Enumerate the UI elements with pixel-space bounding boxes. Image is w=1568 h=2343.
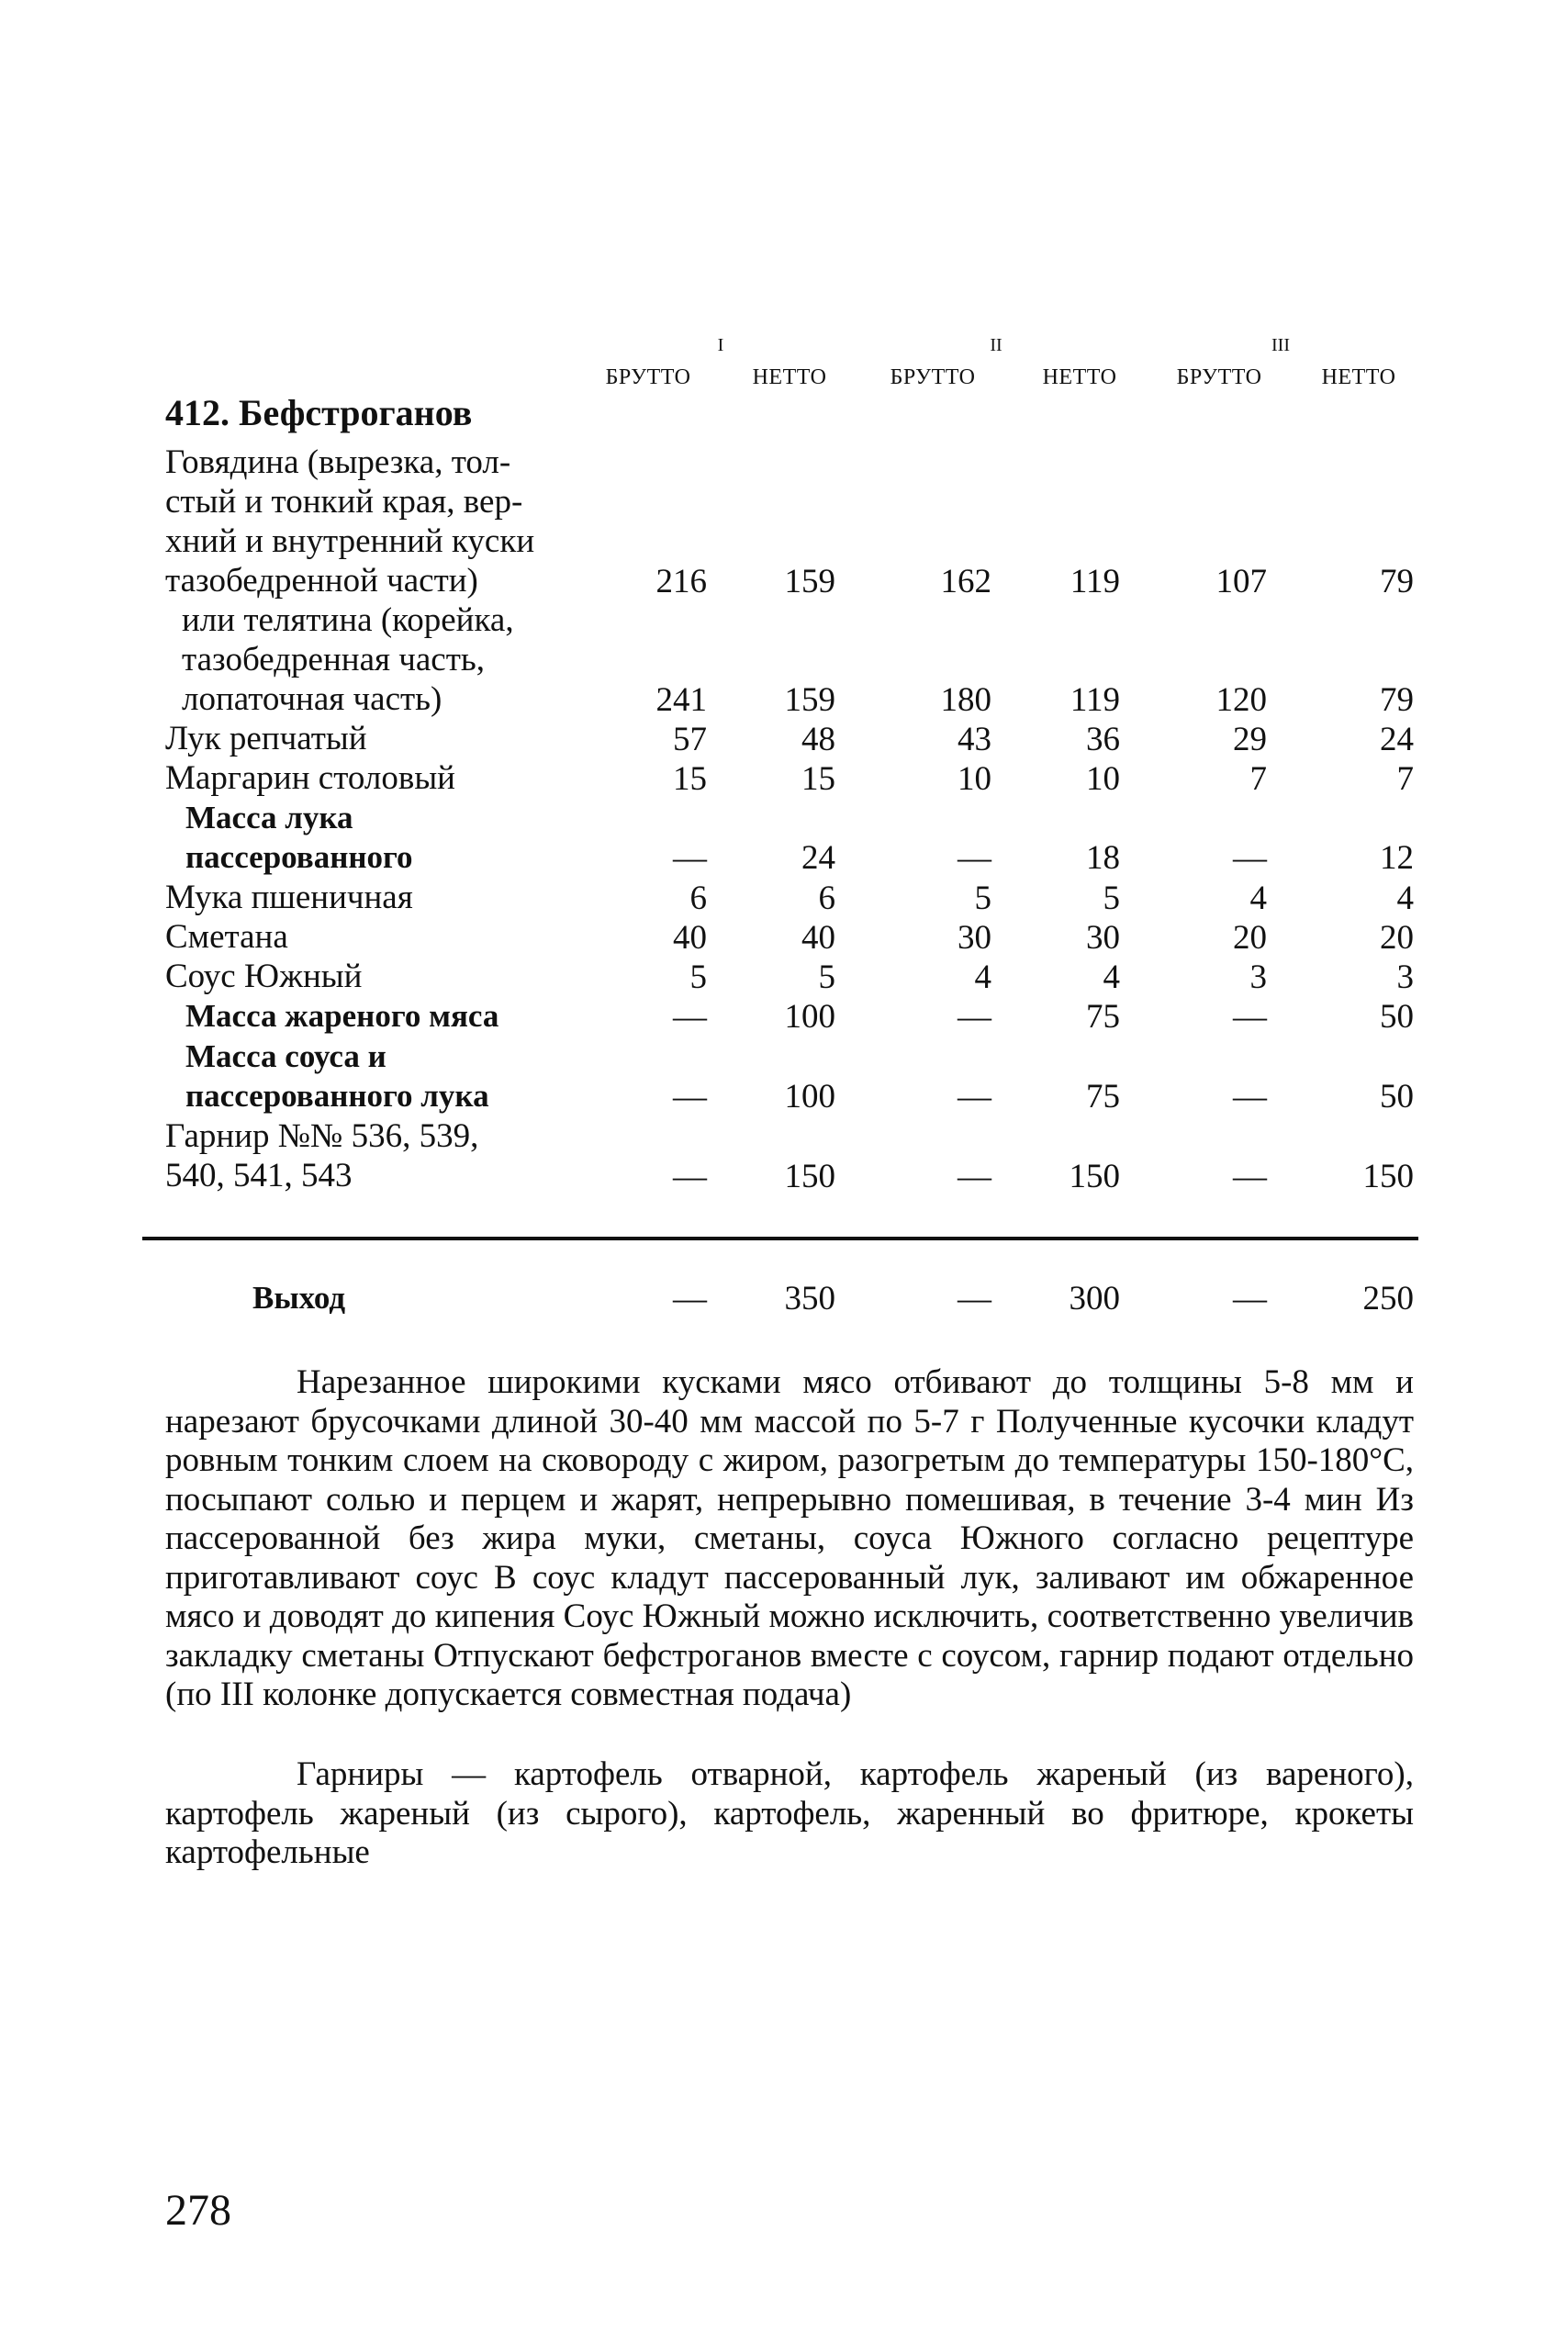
quantity-cell: 107 bbox=[1215, 563, 1267, 600]
quantity-cell: 162 bbox=[940, 563, 991, 600]
recipe-table bbox=[165, 390, 1414, 1196]
quantity-cell: 120 bbox=[1215, 681, 1267, 719]
quantity-cell: 3 bbox=[1249, 958, 1267, 996]
quantity-cell: 150 bbox=[1362, 1158, 1414, 1195]
column-header-brutto-3: БРУТТО bbox=[1176, 365, 1262, 389]
ingredient-row bbox=[165, 997, 1414, 1037]
ingredient-name-line: Гарнир №№ 536, 539, bbox=[165, 1117, 479, 1155]
quantity-cell: — bbox=[1233, 1078, 1267, 1115]
quantity-cell: — bbox=[673, 839, 707, 877]
column-header-netto-3: НЕТТО bbox=[1321, 365, 1396, 389]
ingredient-row bbox=[165, 759, 1414, 799]
quantity-cell: 6 bbox=[689, 880, 707, 917]
ingredient-name-line: стый и тонкий края, вер- bbox=[165, 483, 523, 521]
quantity-cell: 7 bbox=[1249, 760, 1267, 798]
quantity-cell: 216 bbox=[655, 563, 707, 600]
quantity-cell: 12 bbox=[1380, 839, 1414, 877]
quantity-cell: 50 bbox=[1380, 998, 1414, 1036]
quantity-cell: — bbox=[673, 998, 707, 1036]
quantity-cell: 5 bbox=[1103, 880, 1120, 917]
yield-value: 300 bbox=[1069, 1280, 1120, 1317]
quantity-cell: 7 bbox=[1396, 760, 1414, 798]
yield-value: — bbox=[1233, 1280, 1267, 1317]
ingredient-name-line: тазобедренной части) bbox=[165, 562, 478, 600]
recipe-title-row bbox=[165, 390, 1414, 443]
quantity-cell: 5 bbox=[818, 958, 835, 996]
quantity-cell: 75 bbox=[1086, 1078, 1120, 1115]
quantity-cell: — bbox=[673, 1158, 707, 1195]
yield-value: 350 bbox=[784, 1280, 835, 1317]
ingredient-name-line: пассерованного bbox=[185, 839, 413, 875]
quantity-cell: 29 bbox=[1233, 721, 1267, 758]
quantity-cell: 79 bbox=[1380, 563, 1414, 600]
ingredient-row bbox=[165, 601, 1414, 720]
ingredient-name-line: 540, 541, 543 bbox=[165, 1157, 353, 1194]
quantity-cell: 48 bbox=[801, 721, 835, 758]
quantity-cell: 119 bbox=[1070, 681, 1120, 719]
quantity-cell: 6 bbox=[818, 880, 835, 917]
column-header-netto-2: НЕТТО bbox=[1042, 365, 1117, 389]
quantity-cell: 4 bbox=[1103, 958, 1120, 996]
quantity-cell: — bbox=[1233, 1158, 1267, 1195]
quantity-cell: 15 bbox=[673, 760, 707, 798]
quantity-cell: 5 bbox=[689, 958, 707, 996]
table-divider-rule bbox=[142, 1237, 1418, 1240]
ingredient-row bbox=[165, 1117, 1414, 1196]
quantity-cell: 241 bbox=[655, 681, 707, 719]
quantity-cell: 4 bbox=[1396, 880, 1414, 917]
quantity-cell: — bbox=[673, 1078, 707, 1115]
ingredient-name-line: или телятина (корейка, bbox=[182, 601, 514, 639]
quantity-cell: 159 bbox=[784, 563, 835, 600]
quantity-cell: — bbox=[958, 1078, 991, 1115]
instructions-paragraph: Нарезанное широкими кусками мясо отбивают до толщины 5-8 мм и нарезают брусочками длиной 30-40 мм массой по 5-7 г Полученные кусочки кладут ровным тонким слоем на сковороду с жиром, разогретым до температуры 150-180°С, посыпают солью и перцем и жарят, непрерывно помешивая, в течение 3-4 мин Из пассерованной без жира муки, сметаны, соуса Южного согласно рецептуре приготавливают соус В соус кладут пассерованный лук, заливают им обжаренное мясо и доводят до кипения Соус Южный можно исключить, соответственно увеличив закладку сметаны Отпускают бефстроганов вместе с соусом, гарнир подают отдельно (по III колонке допускается совместная подача) bbox=[165, 1363, 1414, 1713]
quantity-cell: 40 bbox=[673, 919, 707, 957]
quantity-cell: 10 bbox=[1086, 760, 1120, 798]
yield-row bbox=[165, 1279, 1414, 1319]
column-group-roman-2: II bbox=[990, 335, 1002, 355]
quantity-cell: 4 bbox=[974, 958, 991, 996]
quantity-cell: — bbox=[958, 1158, 991, 1195]
quantity-cell: 3 bbox=[1396, 958, 1414, 996]
ingredient-row bbox=[165, 443, 1414, 601]
quantity-cell: — bbox=[958, 839, 991, 877]
quantity-cell: 50 bbox=[1380, 1078, 1414, 1115]
ingredient-name-line: Масса жареного мяса bbox=[185, 998, 499, 1034]
quantity-cell: 57 bbox=[673, 721, 707, 758]
quantity-cell: 150 bbox=[784, 1158, 835, 1195]
quantity-cell: — bbox=[1233, 839, 1267, 877]
ingredient-name-line: Маргарин столовый bbox=[165, 759, 455, 797]
column-header-brutto-1: БРУТТО bbox=[605, 365, 691, 389]
quantity-cell: 30 bbox=[1086, 919, 1120, 957]
quantity-cell: 24 bbox=[801, 839, 835, 877]
quantity-cell: 150 bbox=[1069, 1158, 1120, 1195]
column-group-roman-3: III bbox=[1271, 335, 1290, 355]
ingredient-name-line: пассерованного лука bbox=[185, 1078, 489, 1114]
column-header-netto-1: НЕТТО bbox=[752, 365, 827, 389]
ingredient-row bbox=[165, 799, 1414, 879]
quantity-cell: 159 bbox=[784, 681, 835, 719]
ingredient-row bbox=[165, 1037, 1414, 1117]
quantity-cell: 100 bbox=[784, 998, 835, 1036]
ingredient-name-line: Сметана bbox=[165, 918, 288, 956]
ingredient-name-line: лопаточная часть) bbox=[182, 680, 442, 718]
page-number: 278 bbox=[165, 2186, 231, 2235]
quantity-cell: 5 bbox=[974, 880, 991, 917]
quantity-cell: 15 bbox=[801, 760, 835, 798]
yield-value: — bbox=[673, 1280, 707, 1317]
ingredient-row bbox=[165, 720, 1414, 759]
ingredient-row bbox=[165, 918, 1414, 958]
column-header-brutto-2: БРУТТО bbox=[890, 365, 976, 389]
quantity-cell: 180 bbox=[940, 681, 991, 719]
ingredient-name-line: Лук репчатый bbox=[165, 720, 367, 757]
ingredient-name-line: Мука пшеничная bbox=[165, 879, 413, 916]
ingredient-name-line: Говядина (вырезка, тол- bbox=[165, 443, 511, 481]
quantity-cell: 100 bbox=[784, 1078, 835, 1115]
quantity-cell: 18 bbox=[1086, 839, 1120, 877]
quantity-cell: 30 bbox=[958, 919, 991, 957]
quantity-cell: — bbox=[1233, 998, 1267, 1036]
yield-value: 250 bbox=[1362, 1280, 1414, 1317]
quantity-cell: 4 bbox=[1249, 880, 1267, 917]
ingredient-name-line: Соус Южный bbox=[165, 958, 363, 995]
quantity-cell: 40 bbox=[801, 919, 835, 957]
quantity-cell: 20 bbox=[1233, 919, 1267, 957]
ingredient-name-line: Масса соуса и bbox=[185, 1038, 386, 1074]
quantity-cell: — bbox=[958, 998, 991, 1036]
garnish-paragraph: Гарниры — картофель отварной, картофель жареный (из вареного), картофель жареный (из сырого), картофель, жаренный во фритюре, крокеты картофельные bbox=[165, 1755, 1414, 1871]
ingredient-name-line: Масса лука bbox=[185, 800, 353, 835]
yield-value: — bbox=[958, 1280, 991, 1317]
ingredient-row bbox=[165, 879, 1414, 918]
quantity-cell: 10 bbox=[958, 760, 991, 798]
recipe-title: 412. Бефстроганов bbox=[165, 392, 473, 433]
ingredient-row bbox=[165, 958, 1414, 997]
yield-label: Выход bbox=[252, 1280, 346, 1316]
quantity-cell: 75 bbox=[1086, 998, 1120, 1036]
quantity-cell: 119 bbox=[1070, 563, 1120, 600]
column-group-roman-1: I bbox=[717, 335, 724, 355]
ingredient-name-line: тазобедренная часть, bbox=[182, 641, 486, 678]
quantity-cell: 20 bbox=[1380, 919, 1414, 957]
ingredient-name-line: хний и внутренний куски bbox=[165, 522, 535, 560]
quantity-cell: 43 bbox=[958, 721, 991, 758]
quantity-cell: 36 bbox=[1086, 721, 1120, 758]
quantity-cell: 24 bbox=[1380, 721, 1414, 758]
quantity-cell: 79 bbox=[1380, 681, 1414, 719]
